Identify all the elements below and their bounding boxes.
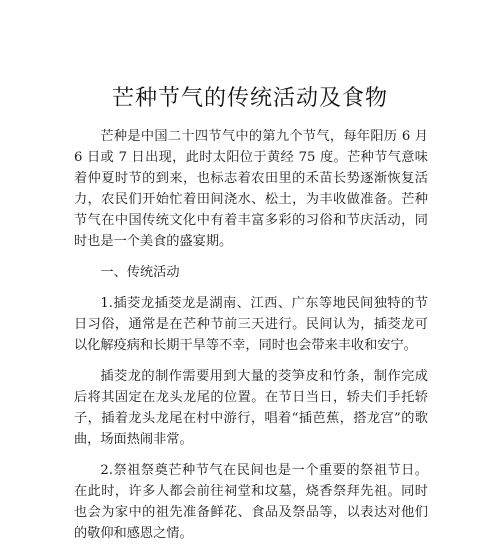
section-heading-traditional-activities: 一、传统活动: [100, 265, 180, 280]
paragraph-gap: [74, 252, 428, 262]
document-title: 芒种节气的传统活动及食物: [111, 86, 388, 111]
paragraph-gap: [74, 356, 428, 366]
item1-paragraph: 1.插茭龙插茭龙是湖南、江西、广东等地民间独特的节日习俗，通常是在芒种节前三天进行。民间认为，插茭龙可以化解疫病和长期干旱等不幸，同时也会带来丰收和安宁。: [74, 296, 428, 353]
document-body: [74, 126, 428, 544]
paragraph-gap: [74, 450, 428, 460]
paragraph-gap: [74, 283, 428, 293]
intro-paragraph: 芒种是中国二十四节气中的第九个节气，每年阳历 6 月 6 日或 7 日出现，此时太阳位于黄经 75 度。芒种节气意味着仲夏时节的到来，也标志着农田里的禾苗长势逐渐恢复活力，农民们开始忙着田间浇水、松土，为丰收做准备。芒种节气在中国传统文化中有着丰富多彩的习俗和节庆活动，同时也是一个美食的盛宴期。: [74, 129, 428, 249]
item1-detail-paragraph: 插茭龙的制作需要用到大量的茭笋皮和竹条，制作完成后将其固定在龙头龙尾的位置。在节日当日，轿夫们手托轿子，插着龙头龙尾在村中游行，唱着“插芭蕉，搭龙宫”的歌曲，场面热闹非常。: [74, 369, 428, 447]
item2-paragraph: 2.祭祖祭奠芒种节气在民间也是一个重要的祭祖节日。在此时，许多人都会前往祠堂和坟墓，烧香祭拜先祖。同时也会为家中的祖先准备鲜花、食品及祭品等，以表达对他们的敬仰和感恩之情。: [74, 463, 428, 541]
